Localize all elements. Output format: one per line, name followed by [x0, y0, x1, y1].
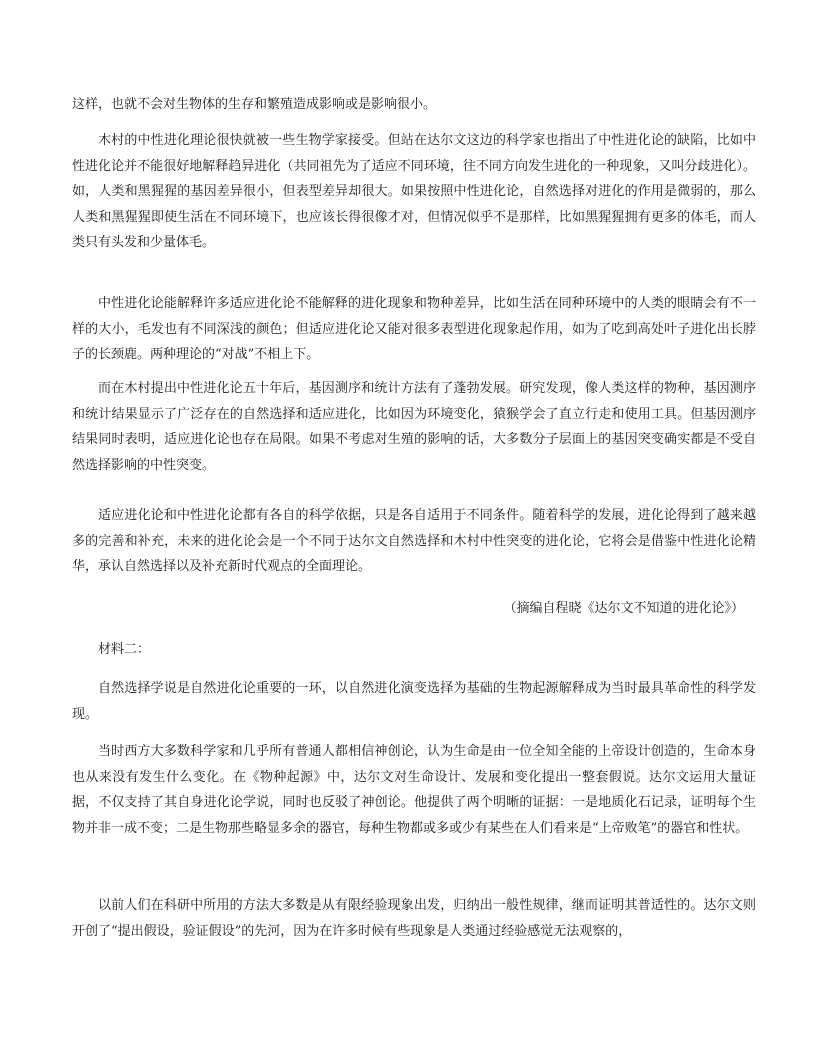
paragraph-3: 中性进化论能解释许多适应进化论不能解释的进化现象和物种差异，比如生活在同种环境中的人类的眼睛会有不一样的大小，毛发也有不同深浅的颜色；但适应进化论又能对很多表型进化现象起作用，如为了吃到高处叶子进化出长脖子的长颈鹿。两种理论的“对战”不相上下。: [72, 296, 756, 363]
paragraph-4: 而在木村提出中性进化论五十年后，基因测序和统计方法有了蓬勃发展。研究发现，像人类这样的物种，基因测序和统计结果显示了广泛存在的自然选择和适应进化，比如因为环境变化，猿猴学会了直立行走和使用工具。但基因测序结果同时表明，适应进化论也存在局限。如果不考虑对生殖的影响的话，大多数分子层面上的基因突变确实都是不受自然选择影响的中性突变。: [72, 381, 756, 473]
section-heading: 材料二：: [98, 642, 151, 657]
paragraph-8: 以前人们在科研中所用的方法大多数是从有限经验现象出发，归纳出一般性规律，继而证明其普适性的。达尔文则开创了“提出假设，验证假设”的先河，因为在许多时候有些现象是人类通过经验感觉无法观察的，: [72, 898, 756, 939]
paragraph-5: 适应进化论和中性进化论都有各自的科学依据，只是各自适用于不同条件。随着科学的发展，进化论得到了越来越多的完善和补充，未来的进化论会是一个不同于达尔文自然选择和木村中性突变的进化论，它将会是借鉴中性进化论精华，承认自然选择以及补充新时代观点的全面理论。: [72, 508, 756, 575]
paragraph-1: 这样，也就不会对生物体的生存和繁殖造成影响或是影响很小。: [72, 97, 437, 112]
paragraph-2: 木村的中性进化理论很快就被一些生物学家接受。但站在达尔文这边的科学家也指出了中性进化论的缺陷，比如中性进化论并不能很好地解释趋异进化（共同祖先为了适应不同环境，往不同方向发生进化的一种现象，又叫分歧进化）。如，人类和黑猩猩的基因差异很小，但表型差异却很大。如果按照中性进化论，自然选择对进化的作用是微弱的，那么人类和黑猩猩即使生活在不同环境下，也应该长得很像才对，但情况似乎不是那样，比如黑猩猩拥有更多的体毛，而人类只有头发和少量体毛。: [72, 133, 756, 251]
paragraph-6: 自然选择学说是自然进化论重要的一环，以自然进化演变选择为基础的生物起源解释成为当时最具革命性的科学发现。: [72, 681, 756, 722]
source-citation: （摘编自程晓《达尔文不知道的进化论》）: [503, 601, 744, 616]
paragraph-7: 当时西方大多数科学家和几乎所有普通人都相信神创论，认为生命是由一位全知全能的上帝设计创造的，生命本身也从来没有发生什么变化。在《物种起源》中，达尔文对生命设计、发展和变化提出一整套假说。达尔文运用大量证据，不仅支持了其自身进化论学说，同时也反驳了神创论。他提供了两个明晰的证据：一是地质化石记录，证明每个生物并非一成不变；二是生物那些略显多余的器官，每种生物都或多或少有某些在人们看来是“上帝败笔”的器官和性状。: [72, 744, 756, 836]
